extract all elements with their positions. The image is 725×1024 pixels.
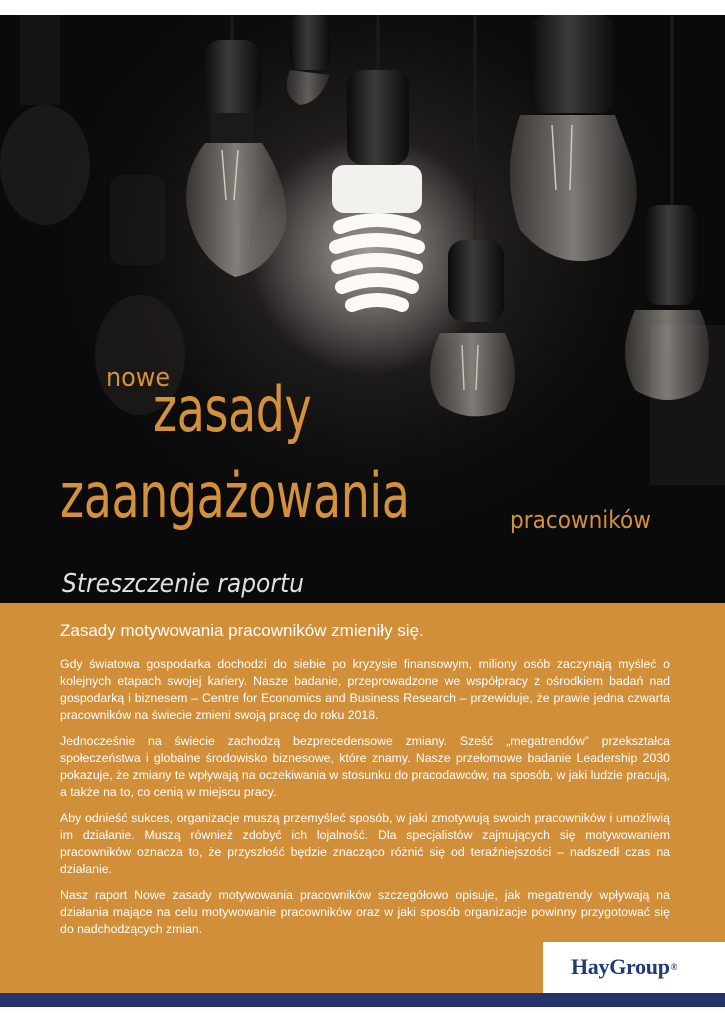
logo-text: HayGroup	[571, 954, 670, 979]
summary-paragraph: Aby odnieść sukces, organizacje muszą przemyśleć sposób, w jaki zmotywują swoich pracowników i umożliwią im działanie. Muszą również zdobyć ich lojalność. Dla specjalistów zajmujących się motywowaniem pracowników oznacza to, że przyszłość będzie znacząco różnić się od teraźniejszości – nadszedł czas na działanie.	[60, 811, 670, 876]
glowing-cfl-bulb	[250, 70, 490, 375]
title-line-1: zasady	[153, 373, 312, 446]
summary-paragraph: Nasz raport Nowe zasady motywowania pracowników szczegółowo opisuje, jak megatrendy wpływają na działania mające na celu motywowanie pracowników oraz w jaki sposób organizacje powinny przygotować się do nadchodzących zmian.	[60, 888, 670, 936]
title-small-word: nowe	[106, 363, 171, 393]
summary-lead: Zasady motywowania pracowników zmieniły się.	[60, 621, 424, 640]
haygroup-logo	[571, 955, 677, 979]
title-line-2: zaangażowania	[60, 459, 410, 532]
broken-bulb-right	[625, 205, 709, 400]
report-subtitle: Streszczenie raportu	[62, 569, 304, 599]
small-bulb-top	[287, 15, 330, 105]
summary-paragraph: Gdy światowa gospodarka dochodzi do siebie po kryzysie finansowym, miliony osób zaczynają myśleć o kolejnych etapach swojej kariery. Nasze badanie, przeprowadzone we współpracy z ośrodkiem badań nad gospodarką i biznesem – Centre for Economics and Business Research – przewiduje, że prawie jedna czwarta pracowników na świecie zmieni swoją pracę do roku 2018.	[60, 657, 670, 722]
title-suffix: pracowników	[510, 506, 651, 534]
broken-bulb-top-right	[510, 15, 637, 261]
cover-photo	[0, 15, 725, 603]
summary-paragraph: Jednocześnie na świecie zachodzą bezprecedensowe zmiany. Sześć „megatrendów” przekształca społeczeństwa i globalne środowisko biznesowe, które znamy. Nasze przełomowe badanie Leadership 2030 pokazuje, że zmiany te wpływają na oczekiwania w stosunku do pracodawców, na sposób, w jaki ludzie pracują, a także na to, co cenią w miejscu pracy.	[60, 734, 670, 799]
registered-mark: ®	[670, 962, 678, 972]
summary-body	[60, 656, 670, 947]
footer-bar	[0, 993, 725, 1007]
